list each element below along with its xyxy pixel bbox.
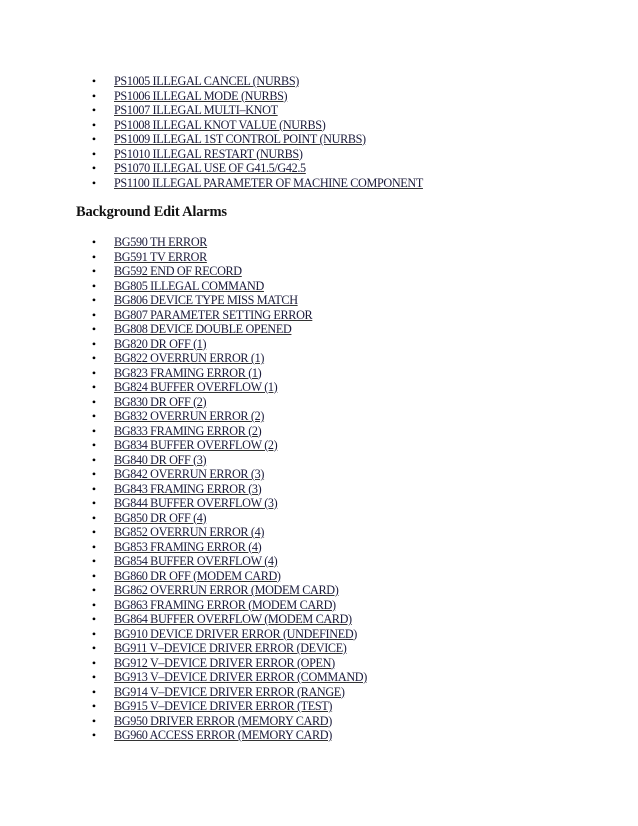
- bg-alarm-link[interactable]: BG806 DEVICE TYPE MISS MATCH: [114, 293, 298, 307]
- bullet-icon: •: [91, 117, 97, 132]
- ps-alarm-link[interactable]: PS1100 ILLEGAL PARAMETER OF MACHINE COMPONENT: [114, 175, 423, 190]
- bullet-icon: •: [91, 496, 97, 510]
- bullet-icon: •: [91, 351, 97, 365]
- bg-alarm-link[interactable]: BG823 FRAMING ERROR (1): [114, 365, 262, 380]
- bullet-icon: •: [91, 293, 97, 307]
- bg-alarm-link[interactable]: BG914 V–DEVICE DRIVER ERROR (RANGE): [114, 684, 345, 699]
- bg-alarm-link[interactable]: BG592 END OF RECORD: [114, 264, 242, 278]
- bullet-icon: •: [91, 452, 97, 467]
- bullet-icon: •: [91, 670, 97, 684]
- ps-alarm-link[interactable]: PS1007 ILLEGAL MULTI–KNOT: [114, 103, 278, 117]
- bg-alarm-link[interactable]: BG850 DR OFF (4): [114, 510, 207, 525]
- bullet-icon: •: [91, 438, 97, 452]
- bg-alarm-link[interactable]: BG912 V–DEVICE DRIVER ERROR (OPEN): [114, 655, 335, 670]
- bg-alarm-link[interactable]: BG862 OVERRUN ERROR (MODEM CARD): [114, 583, 339, 597]
- bullet-icon: •: [91, 583, 97, 597]
- bullet-icon: •: [91, 88, 97, 103]
- bg-alarm-link[interactable]: BG852 OVERRUN ERROR (4): [114, 525, 265, 539]
- bg-alarm-link[interactable]: BG840 DR OFF (3): [114, 452, 207, 467]
- bullet-icon: •: [91, 641, 97, 655]
- bullet-icon: •: [91, 467, 97, 481]
- bullet-icon: •: [91, 554, 97, 568]
- bg-alarm-link[interactable]: BG834 BUFFER OVERFLOW (2): [114, 438, 278, 452]
- bg-alarm-link[interactable]: BG854 BUFFER OVERFLOW (4): [114, 554, 278, 568]
- bullet-icon: •: [91, 322, 97, 336]
- bullet-icon: •: [91, 161, 97, 175]
- bg-alarm-link[interactable]: BG807 PARAMETER SETTING ERROR: [114, 307, 313, 322]
- bullet-icon: •: [91, 74, 97, 88]
- bg-alarm-link[interactable]: BG911 V–DEVICE DRIVER ERROR (DEVICE): [114, 641, 347, 655]
- bullet-icon: •: [91, 699, 97, 713]
- bg-alarm-link[interactable]: BG913 V–DEVICE DRIVER ERROR (COMMAND): [114, 670, 367, 684]
- bullet-icon: •: [91, 365, 97, 380]
- bullet-icon: •: [91, 713, 97, 728]
- bullet-icon: •: [91, 597, 97, 612]
- bullet-icon: •: [91, 510, 97, 525]
- bullet-icon: •: [91, 626, 97, 641]
- bg-alarm-link[interactable]: BG833 FRAMING ERROR (2): [114, 423, 262, 438]
- bullet-icon: •: [91, 481, 97, 496]
- bg-alarm-link[interactable]: BG844 BUFFER OVERFLOW (3): [114, 496, 278, 510]
- bullet-icon: •: [91, 235, 97, 249]
- ps-alarm-link[interactable]: PS1070 ILLEGAL USE OF G41.5/G42.5: [114, 161, 306, 175]
- bg-alarm-link[interactable]: BG830 DR OFF (2): [114, 394, 207, 409]
- bg-alarm-link[interactable]: BG843 FRAMING ERROR (3): [114, 481, 262, 496]
- bullet-icon: •: [91, 336, 97, 351]
- bg-alarm-link[interactable]: BG842 OVERRUN ERROR (3): [114, 467, 265, 481]
- bullet-icon: •: [91, 539, 97, 554]
- bg-alarm-link[interactable]: BG864 BUFFER OVERFLOW (MODEM CARD): [114, 612, 352, 626]
- bullet-icon: •: [91, 525, 97, 539]
- ps-alarm-link[interactable]: PS1005 ILLEGAL CANCEL (NURBS): [114, 74, 299, 88]
- bullet-icon: •: [91, 684, 97, 699]
- bg-alarm-link[interactable]: BG820 DR OFF (1): [114, 336, 207, 351]
- bullet-icon: •: [91, 394, 97, 409]
- bg-alarm-link[interactable]: BG590 TH ERROR: [114, 235, 208, 249]
- bg-alarm-link[interactable]: BG950 DRIVER ERROR (MEMORY CARD): [114, 713, 332, 728]
- bullet-icon: •: [91, 612, 97, 626]
- bullet-icon: •: [91, 307, 97, 322]
- bullet-icon: •: [91, 132, 97, 146]
- bg-alarm-link[interactable]: BG832 OVERRUN ERROR (2): [114, 409, 265, 423]
- ps-alarm-link[interactable]: PS1008 ILLEGAL KNOT VALUE (NURBS): [114, 117, 326, 132]
- bullet-icon: •: [91, 278, 97, 293]
- bullet-icon: •: [91, 380, 97, 394]
- bg-alarm-link[interactable]: BG863 FRAMING ERROR (MODEM CARD): [114, 597, 336, 612]
- bg-alarm-link[interactable]: BG960 ACCESS ERROR (MEMORY CARD): [114, 728, 332, 742]
- bullet-icon: •: [91, 409, 97, 423]
- bullet-icon: •: [91, 103, 97, 117]
- bg-alarm-link[interactable]: BG805 ILLEGAL COMMAND: [114, 278, 264, 293]
- bullet-icon: •: [91, 568, 97, 583]
- bg-alarm-link[interactable]: BG822 OVERRUN ERROR (1): [114, 351, 265, 365]
- bg-alarm-link[interactable]: BG853 FRAMING ERROR (4): [114, 539, 262, 554]
- ps-alarm-link[interactable]: PS1010 ILLEGAL RESTART (NURBS): [114, 146, 303, 161]
- bullet-icon: •: [91, 264, 97, 278]
- bullet-icon: •: [91, 423, 97, 438]
- bullet-icon: •: [91, 146, 97, 161]
- bg-alarm-link[interactable]: BG860 DR OFF (MODEM CARD): [114, 568, 281, 583]
- ps-alarm-link[interactable]: PS1006 ILLEGAL MODE (NURBS): [114, 88, 288, 103]
- bg-alarm-link[interactable]: BG808 DEVICE DOUBLE OPENED: [114, 322, 292, 336]
- bullet-icon: •: [91, 728, 97, 742]
- section-heading-background-edit-alarms: Background Edit Alarms: [76, 204, 227, 220]
- bg-alarm-link[interactable]: BG910 DEVICE DRIVER ERROR (UNDEFINED): [114, 626, 357, 641]
- bg-alarm-link[interactable]: BG591 TV ERROR: [114, 249, 207, 264]
- bullet-icon: •: [91, 249, 97, 264]
- ps-alarm-link[interactable]: PS1009 ILLEGAL 1ST CONTROL POINT (NURBS): [114, 132, 366, 146]
- bg-alarm-link[interactable]: BG915 V–DEVICE DRIVER ERROR (TEST): [114, 699, 333, 713]
- bullet-icon: •: [91, 175, 97, 190]
- bg-alarm-link[interactable]: BG824 BUFFER OVERFLOW (1): [114, 380, 278, 394]
- bullet-icon: •: [91, 655, 97, 670]
